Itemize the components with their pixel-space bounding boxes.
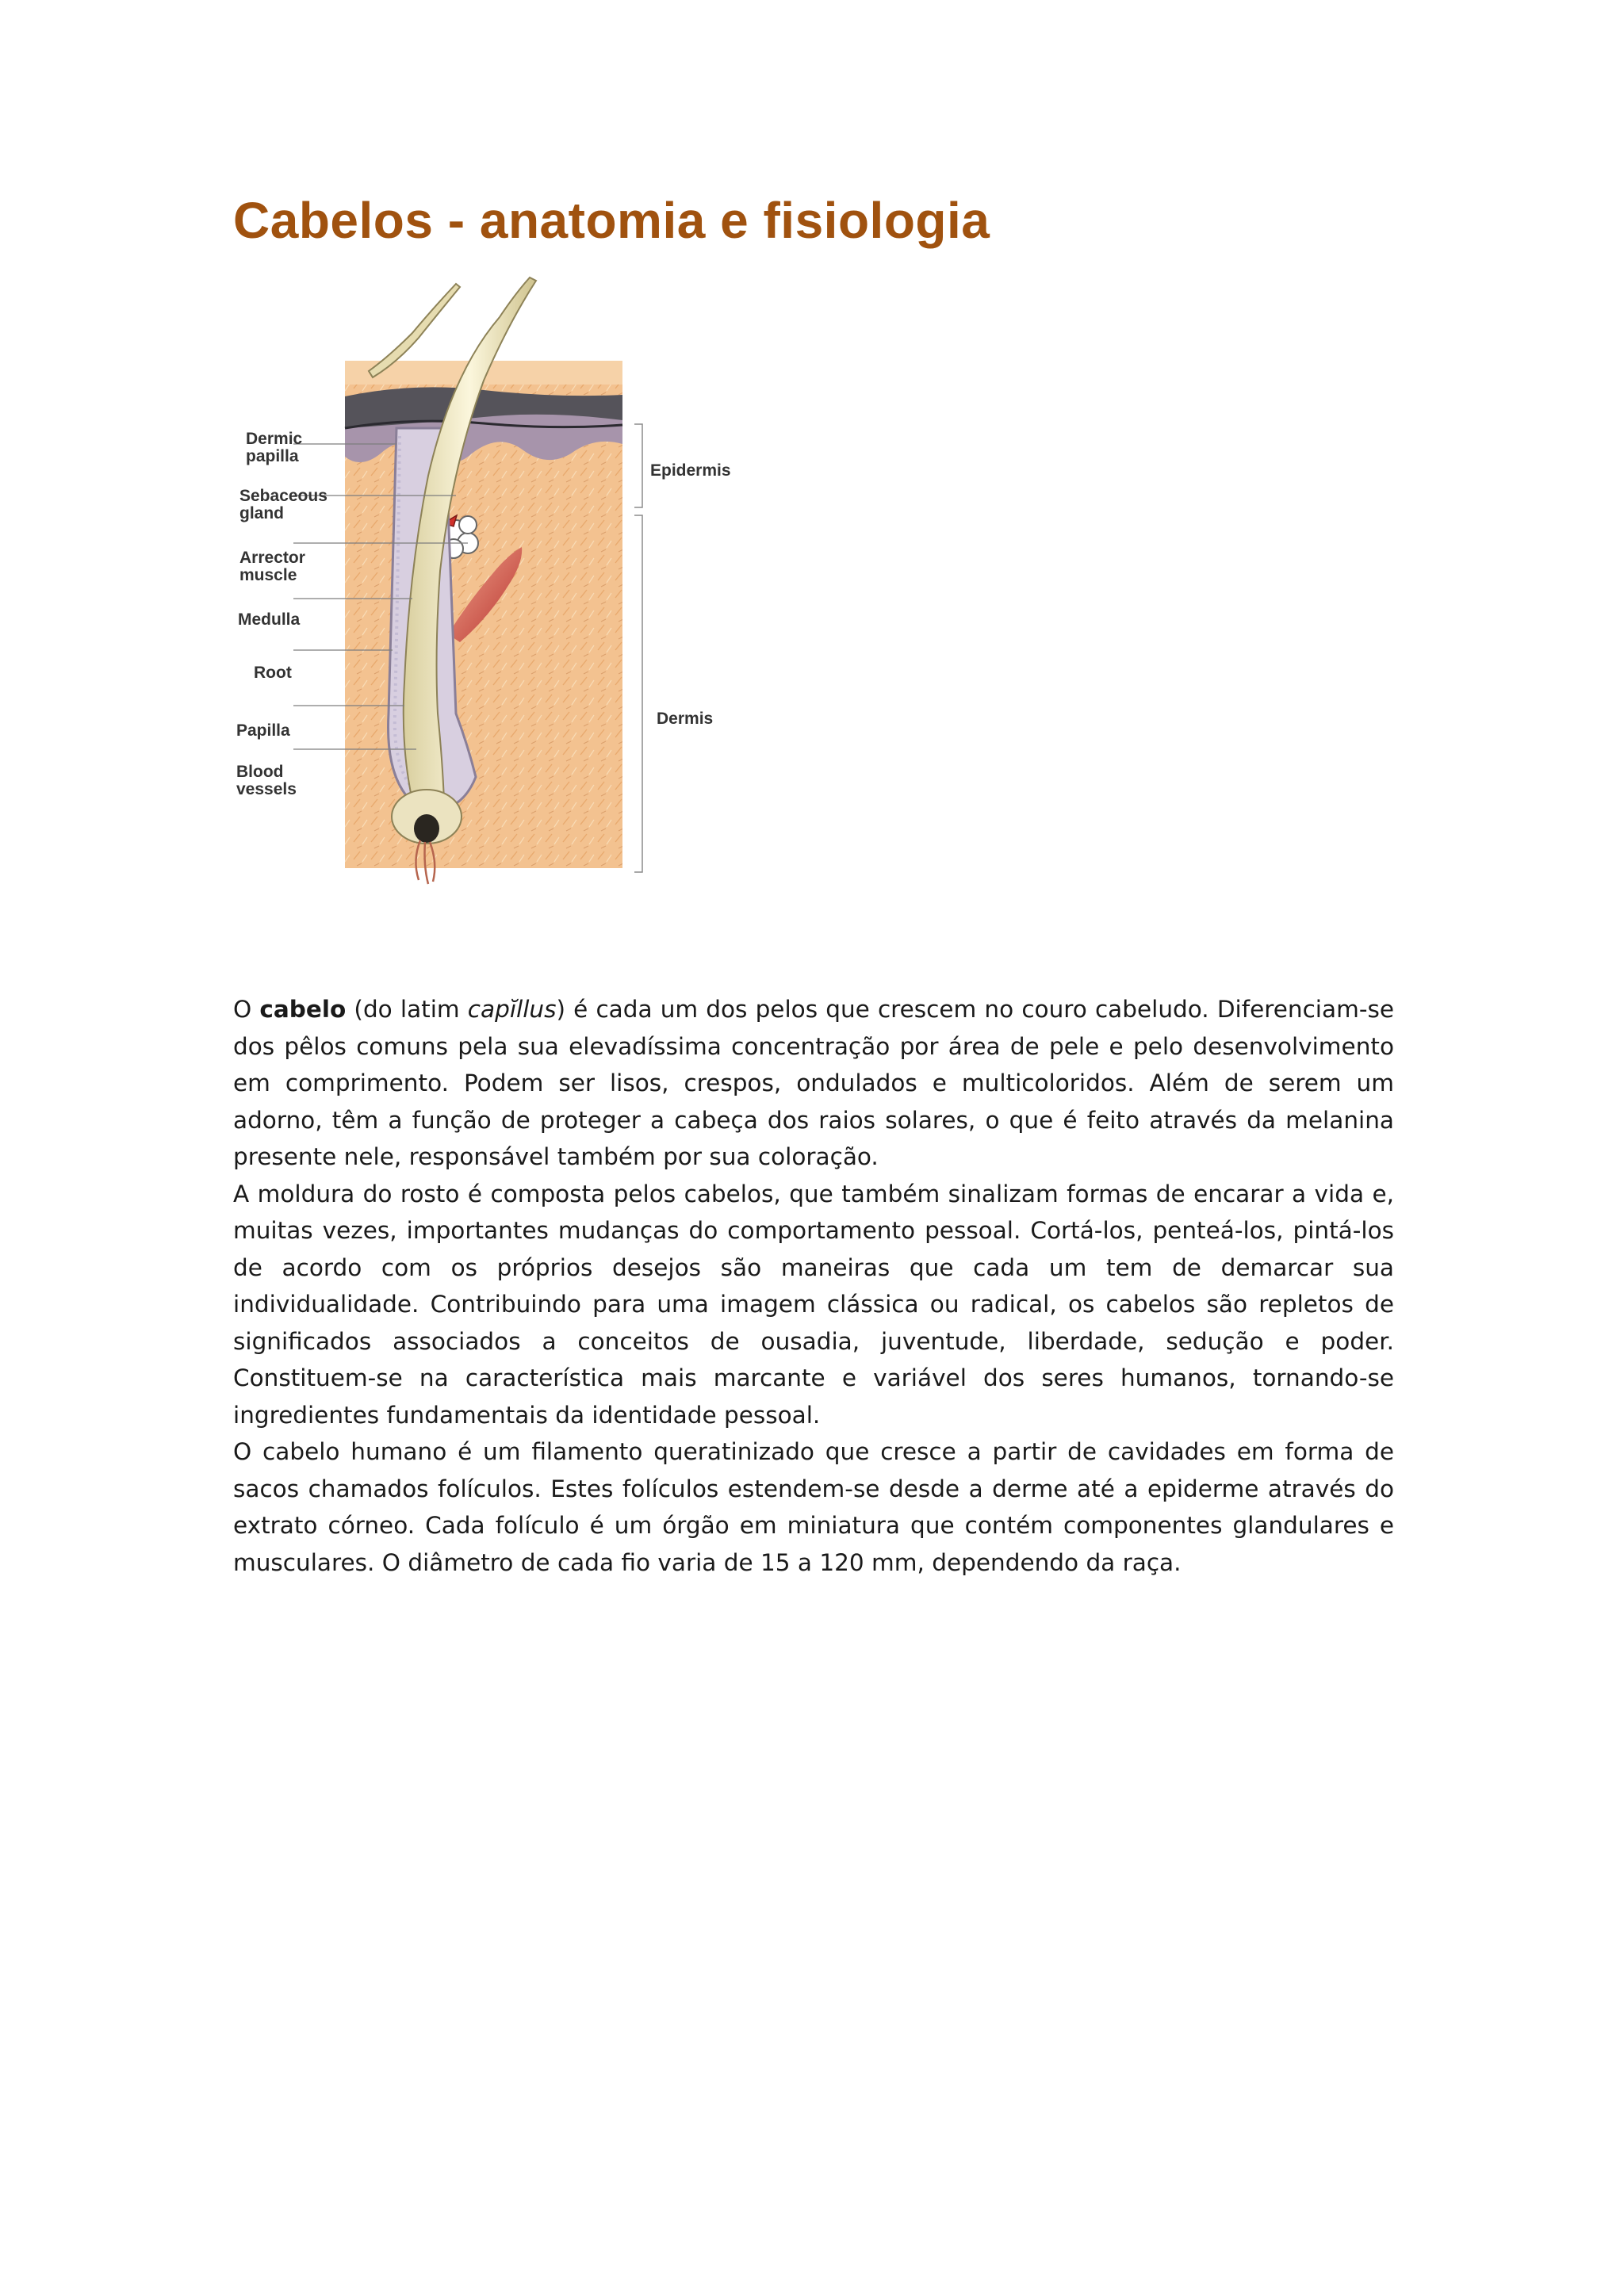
papilla-core xyxy=(414,814,439,843)
latin-term: capĭllus xyxy=(467,996,557,1023)
label-dermis: Dermis xyxy=(657,710,714,728)
paragraph-1: O cabelo (do latim capĭllus) é cada um dos pelos que crescem no couro cabeludo. Diferenciam-se dos pêlos comuns pela sua elevadíssima concentração por área de pele e pelo desenvolvimento em comprimento. Podem ser lisos, crespos, ondulados e multicoloridos. Além de serem um adorno, têm a função de proteger a cabeça dos raios solares, o que é feito através da melanina presente nele, responsável também por sua coloração. xyxy=(233,996,1394,1170)
label-sebaceous-gland-2: gland xyxy=(239,504,284,522)
hair-anatomy-illustration xyxy=(230,270,864,888)
label-arrector-muscle-1: Arrector xyxy=(239,549,305,567)
label-papilla: Papilla xyxy=(236,721,290,740)
label-blood-vessels-1: Blood xyxy=(236,763,284,781)
label-sebaceous-gland-1: Sebaceous xyxy=(239,487,327,505)
label-dermic-papilla-2: papilla xyxy=(246,447,299,465)
label-dermic-papilla-1: Dermic xyxy=(246,430,303,448)
article-body xyxy=(233,991,1394,1581)
paragraph-2: A moldura do rosto é composta pelos cabelos, que também sinalizam formas de encarar a vida e, muitas vezes, importantes mudanças do comportamento pessoal. Cortá-los, penteá-los, pintá-los de acordo com os próprios desejos são maneiras que cada um tem de demarcar sua individualidade. Contribuindo para uma imagem clássica ou radical, os cabelos são repletos de significados associados a conceitos de ousadia, juventude, liberdade, sedução e poder. Constituem-se na característica mais marcante e variável dos seres humanos, tornando-se ingredientes fundamentais da identidade pessoal. xyxy=(233,1180,1394,1429)
paragraph-3: O cabelo humano é um filamento queratinizado que cresce a partir de cavidades em forma de sacos chamados folículos. Estes folículos estendem-se desde a derme até a epiderme através do extrato córneo. Cada folículo é um órgão em miniatura que contém componentes glandulares e musculares. O diâmetro de cada fio varia de 15 a 120 mm, dependendo da raça. xyxy=(233,1438,1394,1576)
label-root: Root xyxy=(254,664,292,682)
label-epidermis: Epidermis xyxy=(650,461,731,480)
label-medulla: Medulla xyxy=(238,610,301,629)
term-cabelo: cabelo xyxy=(259,996,347,1023)
label-blood-vessels-2: vessels xyxy=(236,780,297,798)
label-arrector-muscle-2: muscle xyxy=(239,566,297,584)
hair-anatomy-diagram xyxy=(230,270,864,888)
page-title: Cabelos - anatomia e fisiologia xyxy=(233,192,990,249)
